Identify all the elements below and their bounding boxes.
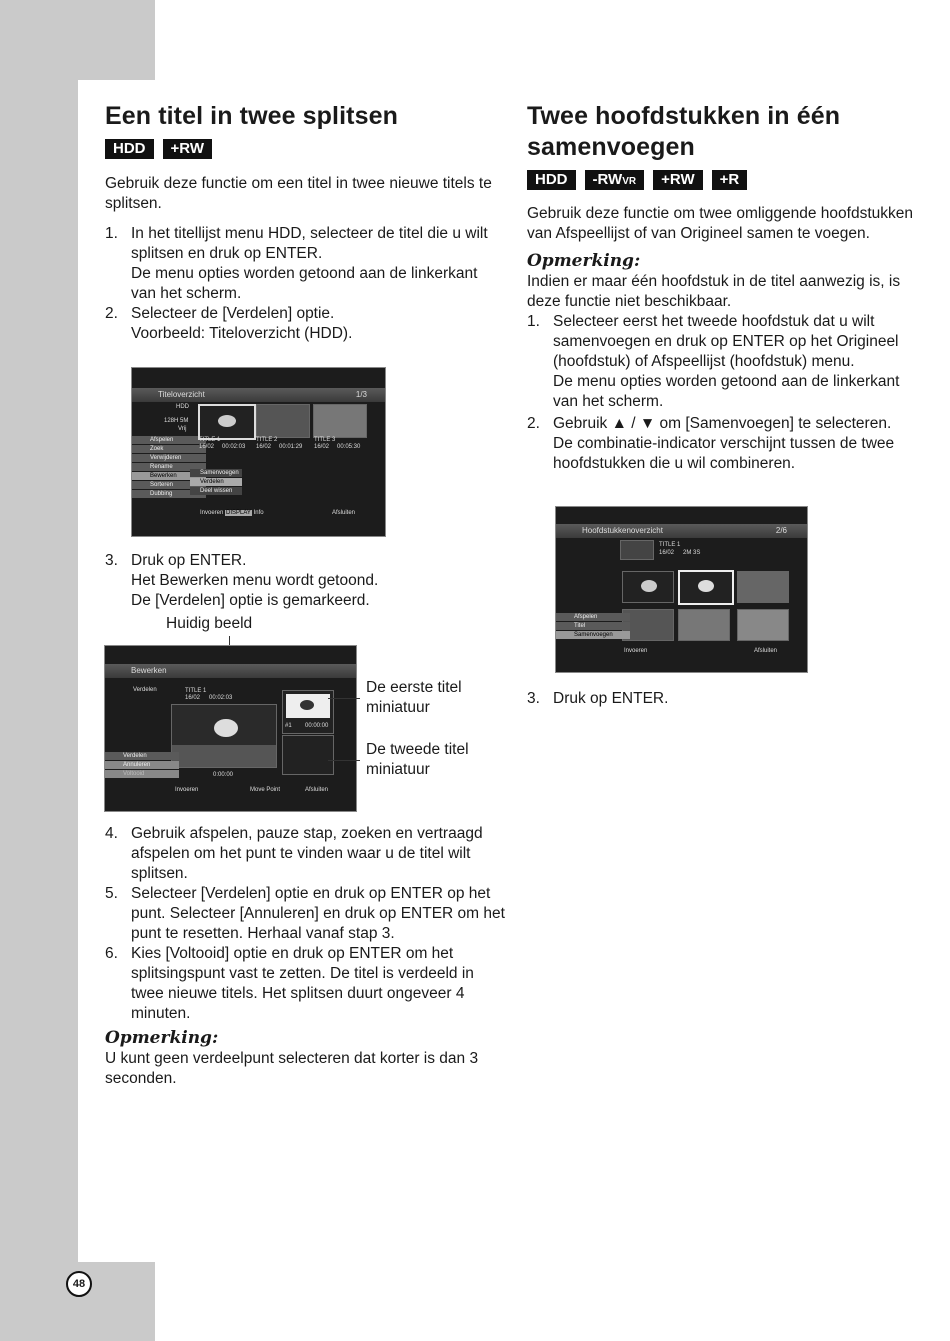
footer-invoeren: Invoeren bbox=[175, 787, 199, 793]
title-2-name: TITLE 2 bbox=[256, 437, 278, 443]
note-title: Opmerking: bbox=[105, 1028, 219, 1048]
menu-item-annuleren[interactable]: Annuleren bbox=[105, 761, 179, 769]
second-title-thumbnail bbox=[282, 735, 334, 775]
left-column bbox=[105, 101, 505, 344]
thumb1-time: 00:00:00 bbox=[305, 723, 329, 729]
title-1-date: 16/02 bbox=[199, 444, 215, 450]
menu-item-voltooid[interactable]: Voltooid bbox=[105, 770, 179, 778]
note-text: U kunt geen verdeelpunt selecteren dat korter is dan 3 seconden. bbox=[105, 1050, 479, 1087]
edit-title: TITLE 1 bbox=[185, 688, 207, 694]
media-badges bbox=[105, 139, 505, 159]
submenu-deel-wissen[interactable]: Deel wissen bbox=[190, 487, 242, 495]
source-label: HDD bbox=[176, 404, 189, 410]
title-overview-screen bbox=[131, 367, 386, 537]
thumb1-index: #1 bbox=[285, 723, 292, 729]
callout-first-thumbnail: De eerste titel miniatuur bbox=[366, 679, 462, 716]
menu-item-zoek[interactable]: Zoek bbox=[132, 445, 206, 453]
chapter-thumb-3[interactable] bbox=[737, 571, 789, 603]
screen-page: 1/3 bbox=[355, 390, 367, 399]
list-item: 6. Kies [Voltooid] optie en druk op ENTER om het splitsingspunt vast te zetten. De titel is verdeeld in twee nieuwe titels. Het splitsen duurt ongeveer 4 minuten. bbox=[105, 945, 474, 1022]
list-item: 4. Gebruik afspelen, pauze stap, zoeken en vertraagd afspelen om het punt te vinden waar u de titel wilt splitsen. bbox=[105, 825, 483, 882]
title-preview bbox=[620, 540, 654, 560]
badge-plus-rw: +RW bbox=[653, 170, 702, 190]
screen-page: 2/6 bbox=[775, 526, 787, 535]
edit-date: 16/02 bbox=[185, 695, 201, 701]
right-step-3 bbox=[527, 689, 927, 709]
section-title-split: Een titel in twee splitsen bbox=[105, 102, 398, 130]
edit-time: 00:02:03 bbox=[209, 695, 233, 701]
note-text: Indien er maar één hoofdstuk in de titel aanwezig is, is deze functie niet beschikbaar. bbox=[527, 273, 901, 310]
right-column bbox=[527, 101, 927, 474]
menu-item-dubbing[interactable]: Dubbing bbox=[132, 490, 206, 498]
title-1-name: TITLE 1 bbox=[199, 437, 221, 443]
menu-item-sorteren[interactable]: Sorteren bbox=[132, 481, 206, 489]
intro-text: Gebruik deze functie om twee omliggende hoofdstukken van Afspeellijst of van Origineel samen te voegen. bbox=[527, 205, 914, 242]
chapter-title: TITLE 1 bbox=[659, 542, 681, 548]
callout-line-second bbox=[328, 760, 360, 761]
badge-hdd: HDD bbox=[105, 139, 154, 159]
footer-move-point: Move Point bbox=[250, 787, 281, 793]
list-item: 2. Selecteer de [Verdelen] optie. Voorbeeld: Titeloverzicht (HDD). bbox=[105, 305, 353, 342]
footer-invoeren: Invoeren bbox=[200, 510, 224, 516]
title-thumb-1[interactable] bbox=[198, 404, 256, 440]
media-badges bbox=[527, 170, 927, 190]
step-3-block bbox=[105, 551, 505, 611]
submenu-verdelen[interactable]: Verdelen bbox=[190, 478, 242, 486]
screen-header: Titeloverzicht bbox=[158, 390, 205, 399]
title-thumb-3[interactable] bbox=[313, 404, 367, 438]
chapter-thumb-6[interactable] bbox=[737, 609, 789, 641]
list-item: 3. Druk op ENTER. Het Bewerken menu wordt getoond. De [Verdelen] optie is gemarkeerd. bbox=[105, 552, 379, 609]
menu-item-verwijderen[interactable]: Verwijderen bbox=[132, 454, 206, 462]
bottom-margin-band bbox=[78, 1262, 155, 1341]
free-space: 128H 5M bbox=[164, 418, 189, 424]
menu-item-verdelen[interactable]: Verdelen bbox=[105, 752, 179, 760]
page-number: 48 bbox=[66, 1271, 92, 1297]
title-2-date: 16/02 bbox=[256, 444, 272, 450]
intro-text: Gebruik deze functie om een titel in twee nieuwe titels te splitsen. bbox=[105, 175, 492, 212]
edit-screen bbox=[104, 645, 357, 812]
submenu-samenvoegen[interactable]: Samenvoegen bbox=[190, 469, 242, 477]
current-image-preview bbox=[171, 704, 277, 768]
free-label: Vrij bbox=[178, 426, 187, 432]
steps-list-a bbox=[105, 224, 505, 344]
list-item: 1. In het titellijst menu HDD, selecteer de titel die u wilt splitsen en druk op ENTER. De menu opties worden getoond aan de linkerkant van het scherm. bbox=[105, 225, 488, 302]
list-item: 3. Druk op ENTER. bbox=[527, 690, 669, 707]
menu-item-bewerken[interactable]: Bewerken bbox=[132, 472, 206, 480]
menu-item-afspelen[interactable]: Afspelen bbox=[556, 613, 630, 621]
list-item: 1. Selecteer eerst het tweede hoofdstuk dat u wilt samenvoegen en druk op ENTER op het Origineel (hoofdstuk) of Afspeellijst (hoofdstuk) menu. De menu opties worden getoond aan de linkerkant van het scherm. bbox=[527, 313, 900, 410]
note-title: Opmerking: bbox=[527, 251, 641, 271]
chapter-thumb-5[interactable] bbox=[678, 609, 730, 641]
top-margin-band bbox=[0, 0, 155, 80]
chapter-thumb-1[interactable] bbox=[622, 571, 674, 603]
screen-header: Bewerken bbox=[105, 664, 356, 678]
menu-item-titel[interactable]: Titel bbox=[556, 622, 630, 630]
chapter-duration: 2M 3S bbox=[683, 550, 701, 556]
chapter-thumb-2[interactable] bbox=[678, 570, 734, 605]
menu-item-afspelen[interactable]: Afspelen bbox=[132, 436, 206, 444]
section-title-merge: Twee hoofdstukken in één samenvoegen bbox=[527, 102, 841, 161]
label-current-image: Huidig beeld bbox=[166, 615, 253, 632]
title-1-time: 00:02:03 bbox=[222, 444, 246, 450]
side-label-verdelen: Verdelen bbox=[133, 687, 157, 693]
title-thumb-2[interactable] bbox=[256, 404, 310, 438]
callout-line-first bbox=[328, 698, 360, 699]
list-item: 5. Selecteer [Verdelen] optie en druk op ENTER op het punt. Selecteer [Annuleren] en druk op ENTER om het punt te resetten. Herhaal vanaf stap 3. bbox=[105, 885, 505, 942]
screen-header: Hoofdstukkenoverzicht bbox=[582, 526, 663, 535]
footer-afsluiten: Afsluiten bbox=[754, 648, 778, 654]
badge-plus-rw: +RW bbox=[163, 139, 212, 159]
badge-minus-rw-vr: -RWVR bbox=[585, 170, 645, 190]
list-item: 2. Gebruik ▲ / ▼ om [Samenvoegen] te selecteren. De combinatie-indicator verschijnt tussen de twee hoofdstukken die u wil combineren. bbox=[527, 415, 895, 472]
steps-block-b bbox=[105, 824, 505, 1089]
steps-list bbox=[527, 312, 927, 474]
badge-hdd: HDD bbox=[527, 170, 576, 190]
left-margin-band bbox=[0, 0, 78, 1341]
menu-item-rename[interactable]: Rename bbox=[132, 463, 206, 471]
title-3-date: 16/02 bbox=[314, 444, 330, 450]
footer-afsluiten: Afsluiten bbox=[305, 787, 329, 793]
chapter-overview-screen bbox=[555, 506, 808, 673]
footer-invoeren: Invoeren bbox=[624, 648, 648, 654]
title-3-time: 00:05:30 bbox=[337, 444, 361, 450]
menu-item-samenvoegen[interactable]: Samenvoegen bbox=[556, 631, 630, 639]
chapter-date: 16/02 bbox=[659, 550, 675, 556]
title-2-time: 00:01:29 bbox=[279, 444, 303, 450]
title-3-name: TITLE 3 bbox=[314, 437, 336, 443]
footer-afsluiten: Afsluiten bbox=[332, 510, 356, 516]
play-time: 0:00:00 bbox=[213, 772, 234, 778]
footer-info: Info bbox=[253, 510, 264, 516]
footer-display-key: DISPLAY bbox=[226, 510, 251, 516]
badge-plus-r: +R bbox=[712, 170, 748, 190]
callout-second-thumbnail: De tweede titel miniatuur bbox=[366, 741, 469, 778]
